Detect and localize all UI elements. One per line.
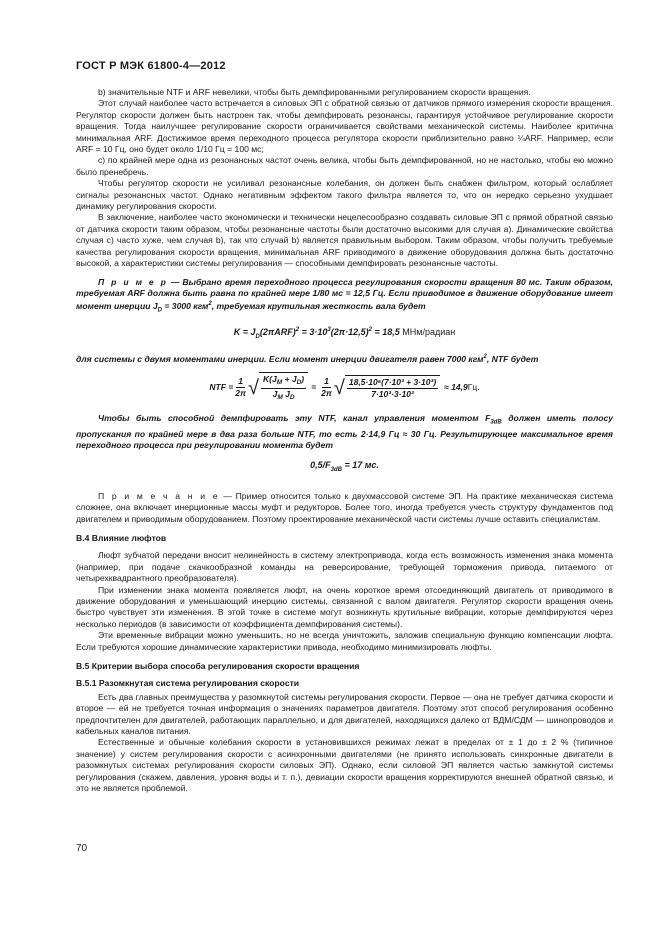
torque-time-formula: $0,5/F_{3dB} = 17$ мс. [310,459,379,473]
ntf-formula: NTF = $\frac{1}{2\pi}$ √ $K(J_M + J_D)$ $J_M$ $J_D$ = $\frac{1}{2\pi}$ √ 18,5·10⁶(7·10³ + 3·10³) 7·10³·3·10³ ≈ 14,9 Гц. [76,372,613,404]
paragraph: Этот случай наиболее часто встречается в силовых ЭП с обратной связью от датчиков прямого измерения скорости вращения. Регулятор скорости должен быть настроен так, чтобы демпфировать резонансы, гарантируя устойчивое регулирование скорости вращения. Тогда наилучшее регулирование скорости ограничивается свойствами механической системы. Наиболее критична минимальная ARF. Достижимое время переходного процесса регулятора скорости приблизительно равно ¼ARF. Например, если ARF = 10 Гц, оно будет около 1/10 Гц = 100 мс; [76,98,613,155]
stiffness-formula: $K = J_D(2\pi ARF)^2 = 3\cdot 10^3(2\pi\cdot 12,5)^2 = 18,5$ МНм/радиан [233,327,456,341]
paragraph: Есть два главных преимущества у разомкнутой системы регулирования скорости. Первое — она не требует датчика скорости и второе — ей не требуется точная информация о значениях параметров двигателя. Поэтому этот способ регулирования особенно предпочтителен для двигателей, работающих параллельно, и для двигателей, находящихся далеко от ВДМ/СДМ — шинопроводов и кабельных каналов питания. [76,691,613,737]
subsection-heading: В.5.1 Разомкнутая система регулирования скорости [76,678,300,689]
example-paragraph: П р и м е р — Выбрано время переходного процесса регулирования скорости вращения 80 мс. Таким образом, требуемая ARF должна быть равна по крайней мере 1/80 мс = 12,5 Гц. Если приводимое в движение оборудование имеет момент инерции $J_D = 3000$ кгм$^2$, требуемая крутильная жесткость вала будет [76,276,613,314]
paragraph: При изменении знака момента появляется люфт, на очень короткое время отсоединяющий двигатель от приводимого в движение оборудования и уменьшающий инерцию системы, связанной с валом двигателя. Регулятор скорости вращения очень быстро чувствует эти изменения. В этой точке в системе могут возникнуть крутильные вибрации, которые демпфируются через несколько периодов (в зависимости от коэффициента демпфирования системы). [76,584,613,629]
page-number: 70 [76,843,88,854]
note-label: П р и м е ч а н и е [98,490,220,501]
paragraph: с) по крайней мере одна из резонансных частот очень велика, чтобы быть демпфированной, но не настолько, чтобы ею можно было пренебречь. [76,155,613,177]
paragraph: Люфт зубчатой передачи вносит нелинейность в систему электропривода, когда есть возможность изменения знака момента (например, при подаче скачкообразной команды на реверсирование, требующей торможения привода, питаемого от четырехквадрантного преобразователя). [76,550,613,584]
paragraph: Эти временные вибрации можно уменьшить, но не всегда уничтожить, заложив специальную функцию компенсации люфта. Если требуются хорошие динамические характеристики привода, необходимо минимизировать люфты. [76,630,613,652]
paragraph: В заключение, наиболее часто экономически и технически нецелесообразно создавать силовые ЭП с прямой обратной связью от датчика скорости таким образом, чтобы резонансные частоты были достаточно высокими для случая а). Динамические свойства случая с) часто хуже, чем случая b), так что случай b) является правильным выбором. Таким образом, чтобы получить требуемые качества регулирования скорости вращения, минимальная ARF приводимого в движение оборудования должна быть достаточно высокой, а характеристики системы регулирования — способными демпфировать резонансные частоты. [76,212,613,269]
paragraph: b) значительные NTF и ARF невелики, чтобы быть демпфированными регулированием скорости вращения. [98,87,531,97]
paragraph: Чтобы регулятор скорости не усиливал резонансные колебания, он должен быть снабжен фильтром, который ослабляет сигналы резонансных частот. Однако негативным эффектом такого фильтра является то, что он нередко серьезно ухудшает динамику регулирования скорости. [76,178,613,212]
example-label: П р и м е р [98,276,168,287]
document-header: ГОСТ Р МЭК 61800-4—2012 [76,60,226,72]
note-paragraph: П р и м е ч а н и е — Пример относится только к двухмассовой системе ЭП. На практике механическая система сложнее, она включает инерционные массы муфт и редукторов. Более того, иногда требуется учесть структуру фундаментов под двигателем и приводимым оборудованием. Поэтому проектирование механической части системы лучше оставить специалистам. [76,490,613,524]
example-paragraph: для системы с двумя моментами инерции. Если момент инерции двигателя равен 7000 кгм$^2$, NTF будет [76,353,539,364]
document-body [76,87,613,794]
paragraph: Естественные и обычные колебания скорости в установившихся режимах лежат в пределах от ± 1 до ± 2 % (типичное значение) у систем регулирования скорости с асинхронными двигателями (не принято использовать синхронные двигатели в разомкнутых системах регулирования скорости силовых ЭП). Однако, если силовой ЭП является частью замкнутой системы регулирования (скажем, давления, уровня воды и т. п.), девиации скорости вращения корректируются внешней обратной связью, и это не является проблемой. [76,737,613,794]
example-paragraph: Чтобы быть способной демпфировать эту NTF, канал управления моментом $F_{3dB}$ должен иметь полосу пропускания по крайней мере в два раза больше NTF, то есть 2·14,9 Гц ≈ 30 Гц. Результирующее максимальное время переходного процесса при регулировании момента будет [76,412,613,451]
section-heading: В.4 Влияние люфтов [76,532,167,543]
section-heading: В.5 Критерии выбора способа регулирования скорости вращения [76,661,360,671]
